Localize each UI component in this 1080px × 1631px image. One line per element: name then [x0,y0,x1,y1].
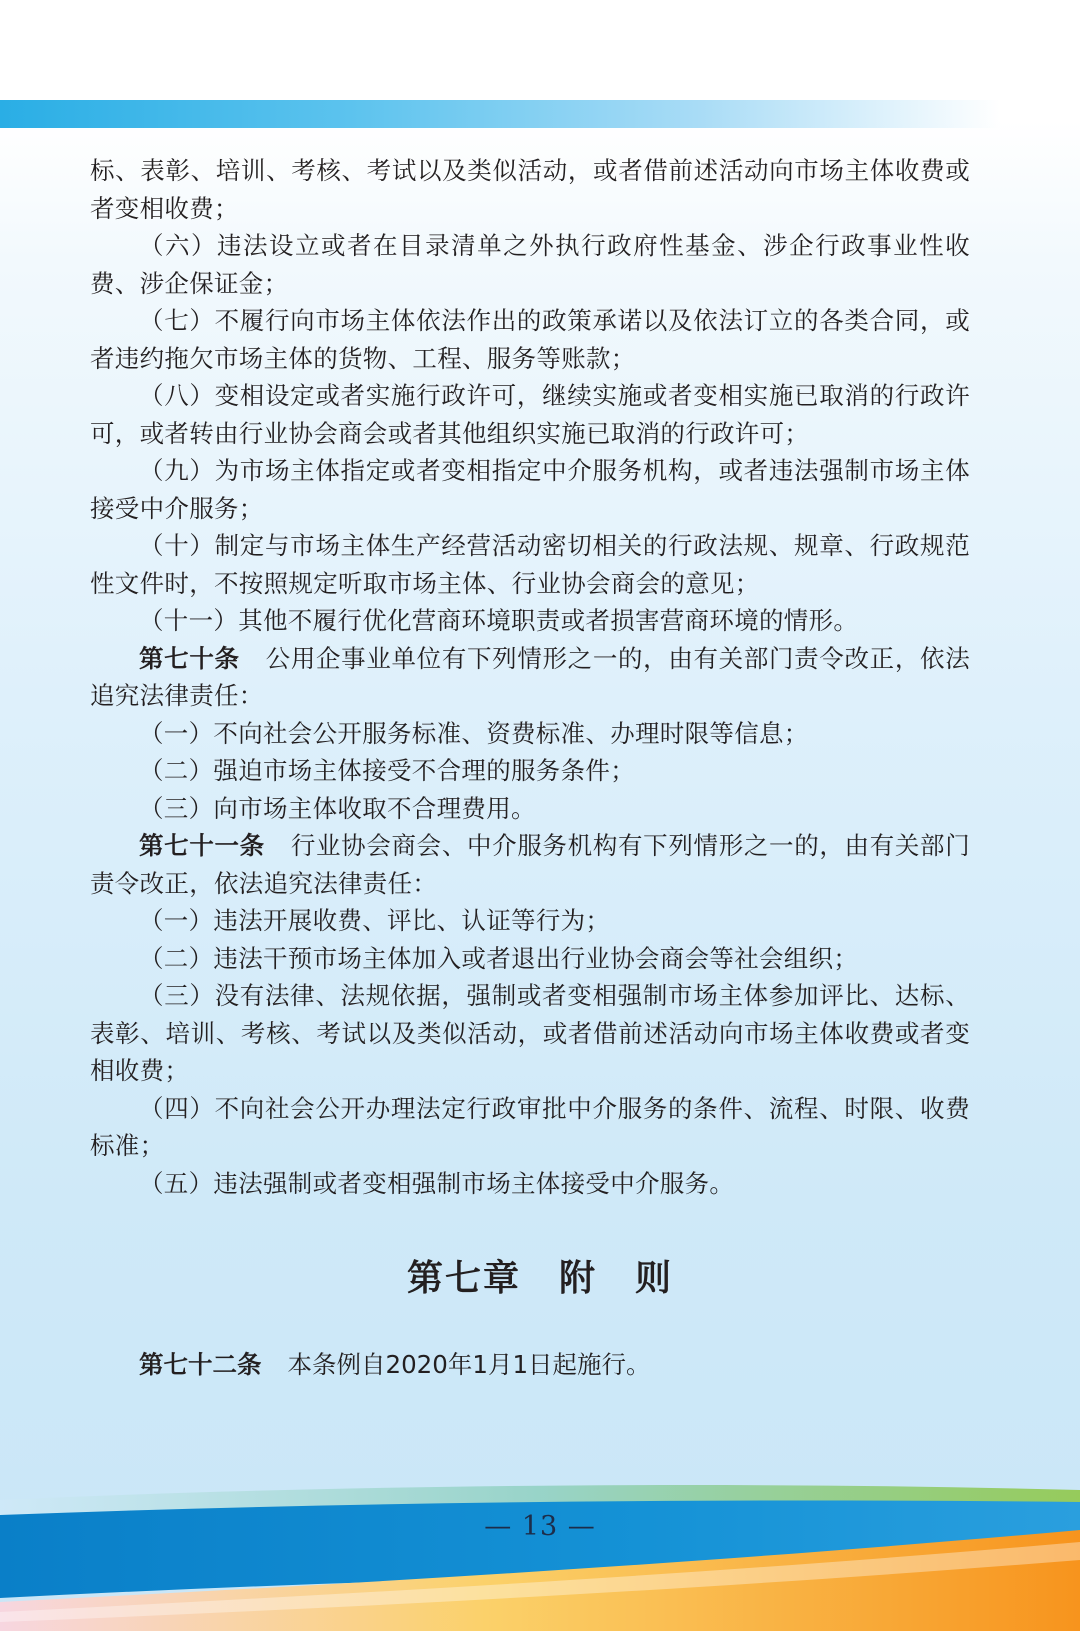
article-label: 第七十条 [139,643,240,673]
paragraph-text: （二）强迫市场主体接受不合理的服务条件； [139,756,635,785]
paragraph [90,977,970,1090]
paragraph [90,527,970,602]
paragraph-text: （六）违法设立或者在目录清单之外执行政府性基金、涉企行政事业性收费、涉企保证金； [90,231,970,298]
article-text: 本条例自2020年1月1日起施行。 [287,1350,651,1379]
footer-wave-decoration [0,1480,1080,1631]
paragraph [90,152,970,227]
paragraph-text: （四）不向社会公开办理法定行政审批中介服务的条件、流程、时限、收费标准； [90,1093,970,1160]
paragraph-text: （五）违法强制或者变相强制市场主体接受中介服务。 [139,1168,735,1198]
article-72 [90,1346,970,1384]
article-paragraph [90,640,970,715]
paragraph [90,902,970,940]
paragraph-text: 标、表彰、培训、考核、考试以及类似活动，或者借前述活动向市场主体收费或者变相收费； [90,156,970,223]
paragraph [90,1165,970,1203]
document-body [90,152,970,1202]
paragraph-text: 公用企事业单位有下列情形之一的，由有关部门责令改正，依法追究法律责任： [90,643,970,710]
paragraph-text: （二）违法干预市场主体加入或者退出行业协会商会等社会组织； [139,943,859,973]
paragraph [90,602,970,640]
page-number: — 13 — [484,1511,596,1542]
paragraph-text: （十）制定与市场主体生产经营活动密切相关的行政法规、规章、行政规范性文件时，不按照规定听取市场主体、行业协会商会的意见； [90,531,970,598]
paragraph-text: （十一）其他不履行优化营商环境职责或者损害营商环境的情形。 [139,606,859,635]
paragraph-text: （八）变相设定或者实施行政许可，继续实施或者变相实施已取消的行政许可，或者转由行业协会商会或者其他组织实施已取消的行政许可； [90,381,970,448]
paragraph [90,715,970,753]
paragraph [90,940,970,978]
article-label: 第七十一条 [139,831,265,860]
paragraph [90,790,970,828]
paragraph-text: （三）向市场主体收取不合理费用。 [139,793,536,823]
paragraph-text: 行业协会商会、中介服务机构有下列情形之一的，由有关部门责令改正，依法追究法律责任： [90,831,970,898]
paragraph [90,452,970,527]
paragraph-text: （一）违法开展收费、评比、认证等行为； [139,906,611,935]
paragraph-text: （一）不向社会公开服务标准、资费标准、办理时限等信息； [139,718,809,748]
article-paragraph [90,827,970,902]
paragraph-text: （九）为市场主体指定或者变相指定中介服务机构，或者违法强制市场主体接受中介服务； [90,456,970,523]
paragraph [90,227,970,302]
chapter-heading: 第七章 附 则 [406,1258,673,1299]
paragraph [90,302,970,377]
paragraph [90,377,970,452]
header-band [0,100,1000,128]
paragraph [90,1090,970,1165]
paragraph-text: （七）不履行向市场主体依法作出的政策承诺以及依法订立的各类合同，或者违约拖欠市场主体的货物、工程、服务等账款； [90,306,970,373]
paragraph [90,752,970,790]
paragraph-text: （三）没有法律、法规依据，强制或者变相强制市场主体参加评比、达标、表彰、培训、考核、考试以及类似活动，或者借前述活动向市场主体收费或者变相收费； [90,981,970,1085]
article-label: 第七十二条 [139,1350,262,1379]
